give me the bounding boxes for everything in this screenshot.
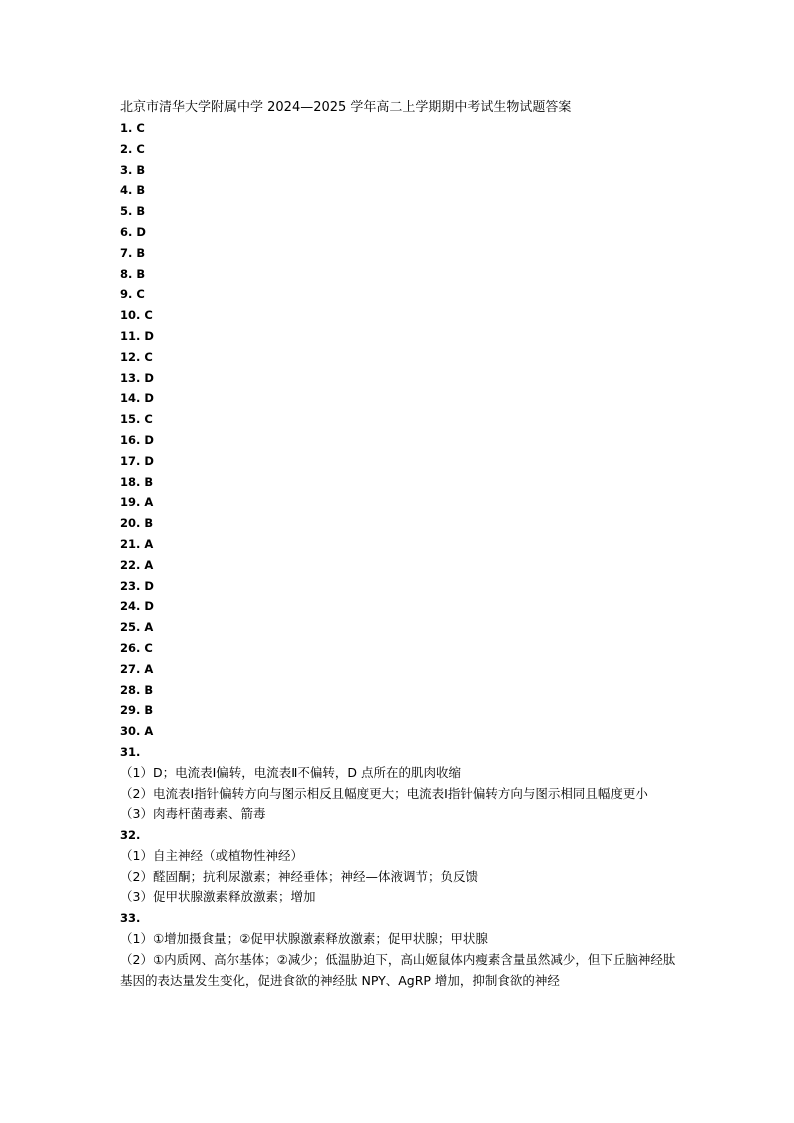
answer-value: B: [144, 474, 154, 489]
answer-value: D: [144, 391, 154, 406]
answer-item: [120, 700, 680, 721]
sub-answer: （2）①内质网、高尔基体；②减少；低温胁迫下，高山姬鼠体内瘦素含量虽然减少，但下丘脑神经肽基因的表达量发生变化，促进食欲的神经肽 NPY、AgRP 增加，抑制食欲的神经: [120, 951, 676, 988]
question-31-section: [120, 742, 680, 825]
answer-value: D: [144, 328, 154, 343]
answer-value: B: [144, 516, 154, 531]
document-title: 北京市清华大学附属中学 2024—2025 学年高二上学期期中考试生物试题答案: [120, 100, 572, 115]
answer-item: [120, 118, 680, 139]
question-number: 32.: [120, 828, 141, 843]
answer-number: 22.: [120, 557, 141, 572]
question-33-section: [120, 908, 680, 991]
answer-item: [120, 721, 680, 742]
answer-number: 1.: [120, 121, 133, 135]
answer-value: C: [144, 349, 153, 364]
answer-item: [120, 617, 680, 638]
answer-number: 6.: [120, 224, 133, 239]
answer-value: D: [144, 453, 154, 468]
answer-item: [120, 243, 680, 264]
answer-value: A: [144, 536, 154, 551]
answer-item: [120, 284, 680, 305]
answer-number: 5.: [120, 204, 133, 219]
question-32-section: [120, 825, 680, 908]
answer-item: [120, 492, 680, 513]
answer-value: C: [136, 121, 145, 135]
answer-item: [120, 451, 680, 472]
answer-value: B: [144, 682, 154, 697]
answer-item: [120, 513, 680, 534]
answer-number: 11.: [120, 328, 141, 343]
answer-number: 9.: [120, 287, 133, 302]
answer-value: D: [144, 432, 154, 447]
sub-answer: （3）肉毒杆菌毒素、箭毒: [120, 806, 266, 822]
answer-value: A: [144, 724, 154, 739]
answer-item: [120, 326, 680, 347]
answer-number: 19.: [120, 495, 141, 510]
answer-value: B: [136, 204, 146, 219]
sub-answer: （1）①增加摄食量；②促甲状腺激素释放激素；促甲状腺；甲状腺: [120, 931, 488, 947]
answer-item: [120, 680, 680, 701]
sub-answer: （1）自主神经（或植物性神经）: [120, 847, 303, 863]
answer-item: [120, 388, 680, 409]
answer-value: C: [136, 141, 145, 156]
answer-value: B: [136, 162, 146, 177]
answer-item: [120, 596, 680, 617]
answer-item: [120, 659, 680, 680]
answer-item: [120, 534, 680, 555]
answer-number: 30.: [120, 724, 141, 739]
answer-value: D: [144, 578, 154, 593]
answer-number: 28.: [120, 682, 141, 697]
answer-value: C: [144, 412, 153, 427]
answer-number: 27.: [120, 661, 141, 676]
answer-item: [120, 430, 680, 451]
answer-item: [120, 160, 680, 181]
answer-number: 13.: [120, 370, 141, 385]
answer-value: B: [144, 703, 154, 718]
answer-value: B: [136, 183, 146, 198]
answer-number: 25.: [120, 620, 141, 635]
answer-item: [120, 139, 680, 160]
answer-number: 18.: [120, 474, 141, 489]
answer-number: 8.: [120, 266, 133, 281]
answer-value: A: [144, 620, 154, 635]
answer-item: [120, 201, 680, 222]
question-number: 33.: [120, 911, 141, 926]
question-number: 31.: [120, 744, 141, 759]
sub-answer: （2）醛固酮；抗利尿激素；神经垂体；神经—体液调节；负反馈: [120, 868, 478, 884]
answer-value: A: [144, 661, 154, 676]
answer-item: [120, 222, 680, 243]
sub-answer: （1）D；电流表Ⅰ偏转，电流表Ⅱ不偏转，D 点所在的肌肉收缩: [120, 764, 462, 780]
answer-item: [120, 576, 680, 597]
answer-number: 2.: [120, 141, 133, 156]
answer-item: [120, 368, 680, 389]
sub-answer: （3）促甲状腺激素释放激素；增加: [120, 889, 316, 905]
answer-number: 20.: [120, 516, 141, 531]
answer-number: 10.: [120, 308, 141, 323]
answer-value: A: [144, 557, 154, 572]
answer-item: [120, 409, 680, 430]
answer-item: [120, 347, 680, 368]
answer-item: [120, 180, 680, 201]
answer-number: 3.: [120, 162, 133, 177]
sub-answer: （2）电流表Ⅰ指针偏转方向与图示相反且幅度更大；电流表Ⅰ指针偏转方向与图示相同且幅度更小: [120, 785, 648, 801]
answer-number: 24.: [120, 599, 141, 614]
answer-value: D: [136, 224, 146, 239]
answer-value: D: [144, 599, 154, 614]
answer-number: 15.: [120, 412, 141, 427]
answer-number: 17.: [120, 453, 141, 468]
answer-number: 12.: [120, 349, 141, 364]
answer-item: [120, 555, 680, 576]
answer-number: 4.: [120, 183, 133, 198]
answer-value: D: [144, 370, 154, 385]
answer-number: 26.: [120, 640, 141, 655]
answer-number: 21.: [120, 536, 141, 551]
answer-number: 7.: [120, 245, 133, 260]
answer-value: B: [136, 266, 146, 281]
answer-number: 23.: [120, 578, 141, 593]
answer-number: 16.: [120, 432, 141, 447]
answer-value: C: [144, 640, 153, 655]
answer-number: 14.: [120, 391, 141, 406]
answer-item: [120, 264, 680, 285]
answer-item: [120, 638, 680, 659]
answer-item: [120, 472, 680, 493]
answer-value: B: [136, 245, 146, 260]
answer-value: A: [144, 495, 154, 510]
answer-document: [120, 97, 680, 991]
answer-item: [120, 305, 680, 326]
answer-number: 29.: [120, 703, 141, 718]
answer-value: C: [136, 287, 145, 302]
answer-value: C: [144, 308, 153, 323]
answer-list: [120, 118, 680, 742]
